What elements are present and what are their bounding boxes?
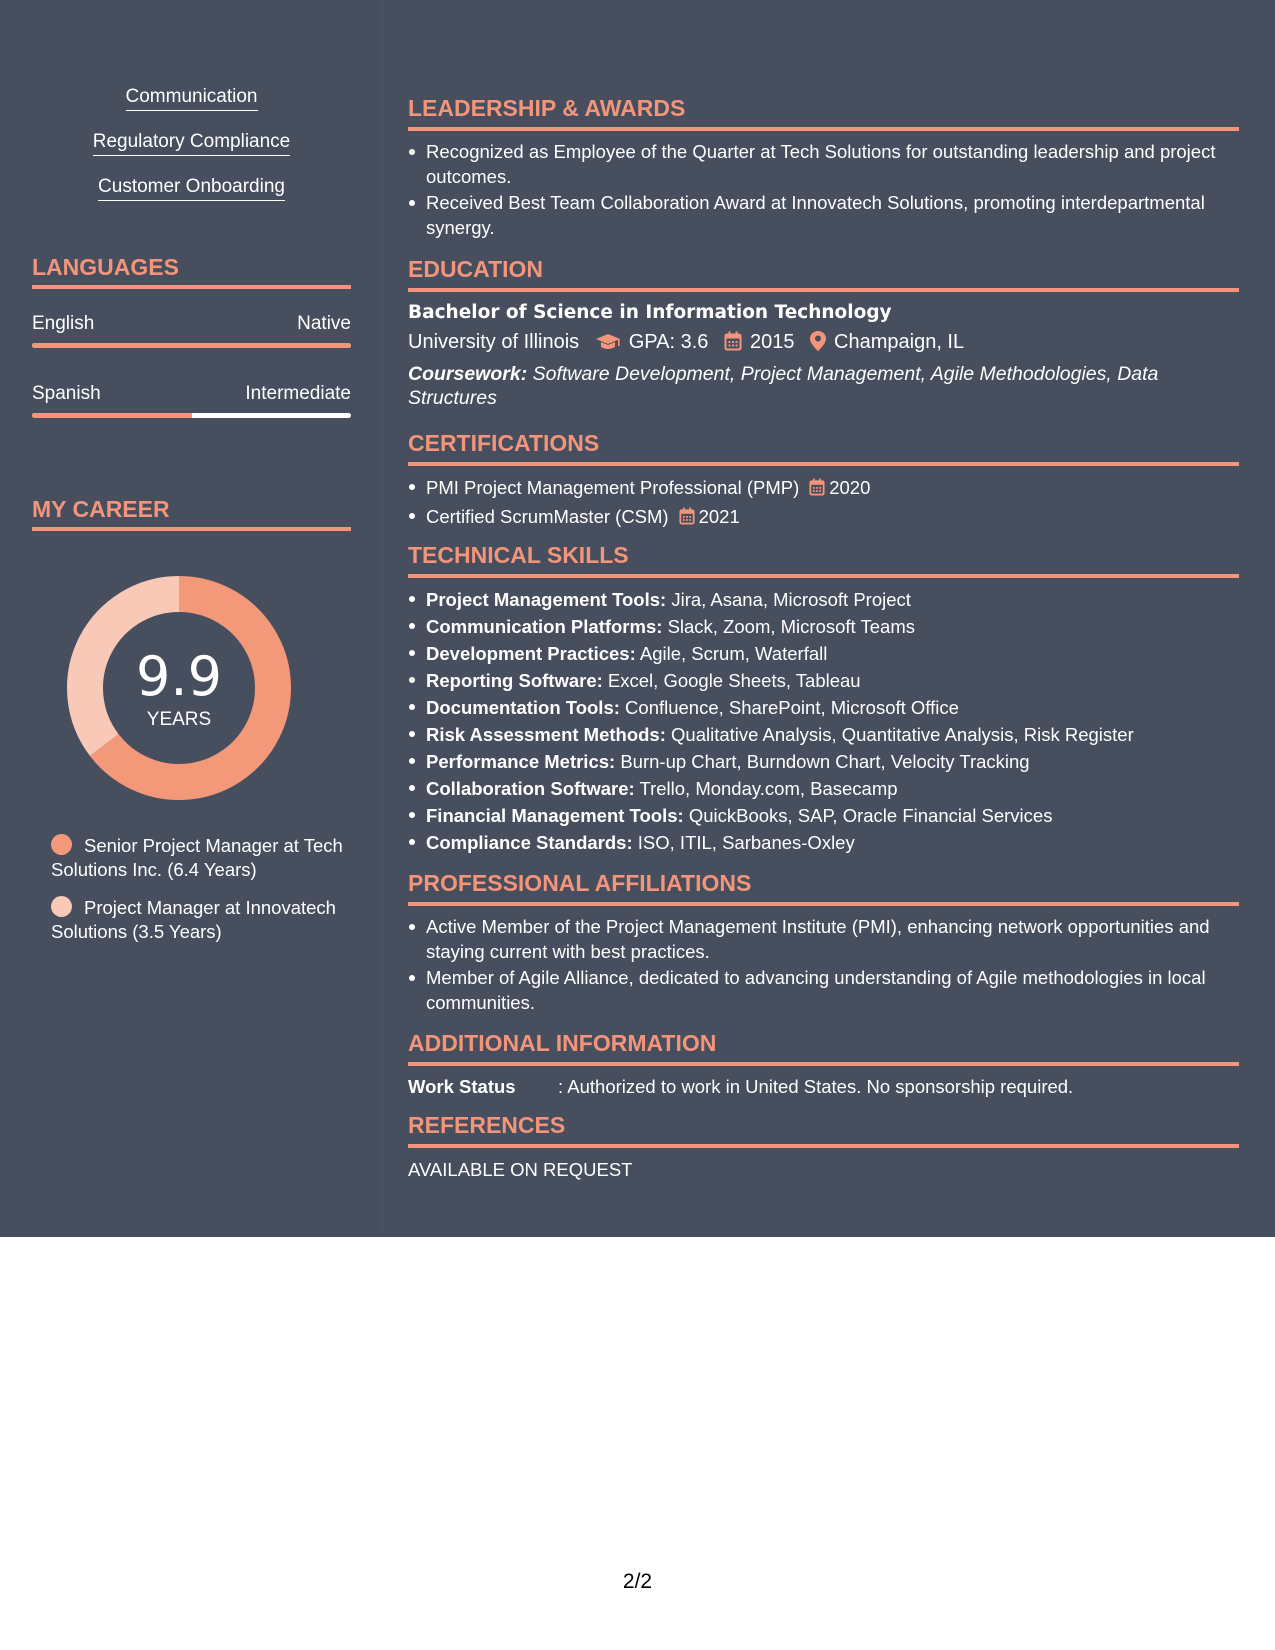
career-heading: MY CAREER: [32, 495, 351, 531]
language-name: English: [32, 313, 95, 334]
leadership-section: [408, 94, 1239, 241]
school-name: University of Illinois: [408, 331, 580, 353]
skill-item: Reporting Software: Excel, Google Sheets, Tableau: [408, 667, 1239, 694]
education-details: [408, 329, 1239, 358]
calendar-icon: [724, 331, 742, 358]
career-total-years: 9.9: [136, 645, 222, 708]
certification-year: 2021: [698, 506, 740, 527]
list-item: Received Best Team Collaboration Award at Innovatech Solutions, promoting interdepartmental synergy.: [408, 190, 1239, 240]
language-level: Native: [297, 313, 351, 334]
education-section: [408, 255, 1239, 410]
work-status-row: [408, 1075, 1239, 1099]
degree-title: Bachelor of Science in Information Technology: [408, 302, 892, 323]
section-heading: TECHNICAL SKILLS: [408, 541, 1239, 578]
column-divider: [382, 0, 383, 1237]
coursework-label: Coursework:: [408, 363, 528, 385]
language-bar-fill: [32, 343, 351, 348]
work-status-label: Work Status: [408, 1076, 516, 1097]
skill-tag: Customer Onboarding: [32, 176, 351, 199]
references-section: [408, 1111, 1239, 1182]
affiliations-section: [408, 869, 1239, 1016]
calendar-icon: [809, 476, 825, 503]
career-years-label: YEARS: [146, 709, 212, 730]
legend-dot: [51, 896, 72, 917]
language-bar: [32, 413, 351, 418]
technical-skills-section: [408, 541, 1239, 856]
skill-tags: [32, 86, 351, 221]
graduation-cap-icon: [595, 332, 621, 358]
certification-name: Certified ScrumMaster (CSM): [426, 506, 669, 527]
skill-tag: Communication: [32, 86, 351, 109]
gpa: GPA: 3.6: [628, 331, 709, 353]
certification-item: [408, 474, 1239, 503]
list-item: Active Member of the Project Management Institute (PMI), enhancing network opportunities and staying current with best practices.: [408, 914, 1239, 964]
coursework-list: Software Development, Project Management, Agile Methodologies, Data Structures: [408, 363, 1159, 409]
list-item: Member of Agile Alliance, dedicated to advancing understanding of Agile methodologies in local communities.: [408, 965, 1239, 1015]
language-name: Spanish: [32, 383, 101, 404]
section-heading: REFERENCES: [408, 1111, 1239, 1148]
skill-item: Performance Metrics: Burn-up Chart, Burndown Chart, Velocity Tracking: [408, 748, 1239, 775]
languages-heading: LANGUAGES: [32, 253, 351, 289]
section-heading: ADDITIONAL INFORMATION: [408, 1029, 1239, 1066]
certification-name: PMI Project Management Professional (PMP): [426, 477, 800, 498]
skill-item: Communication Platforms: Slack, Zoom, Microsoft Teams: [408, 613, 1239, 640]
skill-item: Development Practices: Agile, Scrum, Waterfall: [408, 640, 1239, 667]
references-text: AVAILABLE ON REQUEST: [408, 1159, 633, 1180]
page-number: 2/2: [622, 1570, 653, 1593]
legend-dot: [51, 834, 72, 855]
language-level: Intermediate: [245, 383, 351, 404]
skill-item: Compliance Standards: ISO, ITIL, Sarbanes-Oxley: [408, 829, 1239, 856]
location-pin-icon: [810, 331, 826, 358]
language-bar-fill: [32, 413, 192, 418]
skill-tag: Regulatory Compliance: [32, 131, 351, 154]
certification-item: [408, 503, 1239, 532]
skill-item: Collaboration Software: Trello, Monday.com, Basecamp: [408, 775, 1239, 802]
work-status-value: : Authorized to work in United States. No sponsorship required.: [558, 1076, 1074, 1097]
section-heading: CERTIFICATIONS: [408, 429, 1239, 466]
calendar-icon: [679, 505, 695, 532]
skill-item: Financial Management Tools: QuickBooks, SAP, Oracle Financial Services: [408, 802, 1239, 829]
career-legend-item: Project Manager at Innovatech Solutions (3.5 Years): [51, 897, 336, 942]
additional-info-section: [408, 1029, 1239, 1099]
coursework: [408, 362, 1239, 410]
skill-item: Documentation Tools: Confluence, SharePoint, Microsoft Office: [408, 694, 1239, 721]
section-heading: PROFESSIONAL AFFILIATIONS: [408, 869, 1239, 906]
skill-item: Risk Assessment Methods: Qualitative Analysis, Quantitative Analysis, Risk Register: [408, 721, 1239, 748]
certification-year: 2020: [829, 477, 871, 498]
skill-item: Project Management Tools: Jira, Asana, Microsoft Project: [408, 586, 1239, 613]
language-bar: [32, 343, 351, 348]
career-legend-item: Senior Project Manager at Tech Solutions Inc. (6.4 Years): [51, 835, 343, 880]
section-heading: LEADERSHIP & AWARDS: [408, 94, 1239, 131]
certifications-section: [408, 429, 1239, 532]
graduation-year: 2015: [749, 331, 795, 353]
section-heading: EDUCATION: [408, 255, 1239, 292]
career-donut-chart: [66, 575, 292, 801]
list-item: Recognized as Employee of the Quarter at Tech Solutions for outstanding leadership and project outcomes.: [408, 139, 1239, 189]
school-location: Champaign, IL: [834, 331, 965, 353]
